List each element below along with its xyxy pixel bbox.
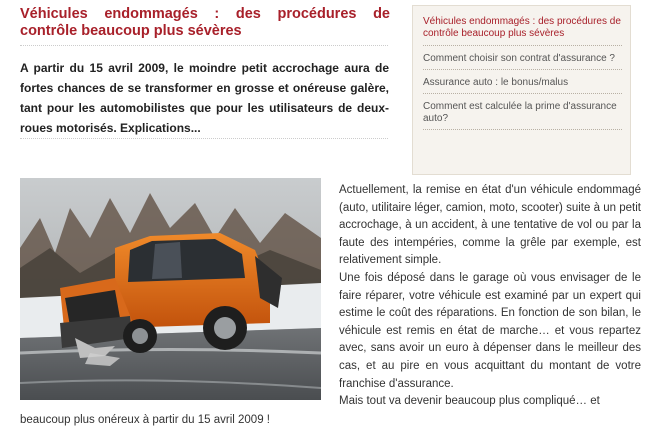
article-paragraph: Mais tout va devenir beaucoup plus compliqué… et bbox=[339, 395, 600, 408]
article-paragraph: Une fois déposé dans le garage où vous envisager de le faire réparer, votre véhicule est examiné par un expert qui estime le coût des réparations. En fonction de son bilan, le véhicule est remis en état de marche… et vous repartez avec, sans avoir un euro à dépenser dans le meilleur des cas, et au pire en vous acquittant du montant de votre franchise d'assurance. bbox=[339, 271, 641, 390]
article-intro: A partir du 15 avril 2009, le moindre petit accrochage aura de fortes chances de se transformer en grosse et onéreuse galère, tant pour les automobilistes que pour les utilisateurs de deux-roues motorisés. Explications... bbox=[20, 61, 389, 135]
article-title-line2: contrôle beaucoup plus sévères bbox=[20, 23, 242, 39]
article-paragraph-continued: beaucoup plus onéreux à partir du 15 avril 2009 ! bbox=[20, 414, 270, 426]
article-body bbox=[339, 182, 641, 411]
related-link[interactable]: Comment est calculée la prime d'assurance auto? bbox=[423, 94, 622, 130]
related-link[interactable]: Assurance auto : le bonus/malus bbox=[423, 70, 622, 94]
intro-divider bbox=[20, 138, 388, 139]
article-paragraph: Actuellement, la remise en état d'un véhicule endommagé (auto, utilitaire léger, camion, moto, scooter) suite à un petit accrochage, à un accident, à une tentative de vol ou par la faute des intempéries, comme la grêle par exemple, est relativement simple. bbox=[339, 184, 641, 267]
title-divider bbox=[20, 45, 388, 46]
article-title bbox=[20, 6, 390, 40]
related-articles-box bbox=[412, 5, 631, 175]
damaged-car-photo bbox=[20, 178, 321, 400]
related-articles-list bbox=[423, 14, 622, 130]
damaged-car-illustration bbox=[20, 178, 321, 400]
related-link[interactable]: Comment choisir son contrat d'assurance ? bbox=[423, 46, 622, 70]
related-link-active[interactable]: Véhicules endommagés : des procédures de contrôle beaucoup plus sévères bbox=[423, 14, 622, 46]
article-title-line1: Véhicules endommagés : des procédures de bbox=[20, 6, 390, 22]
